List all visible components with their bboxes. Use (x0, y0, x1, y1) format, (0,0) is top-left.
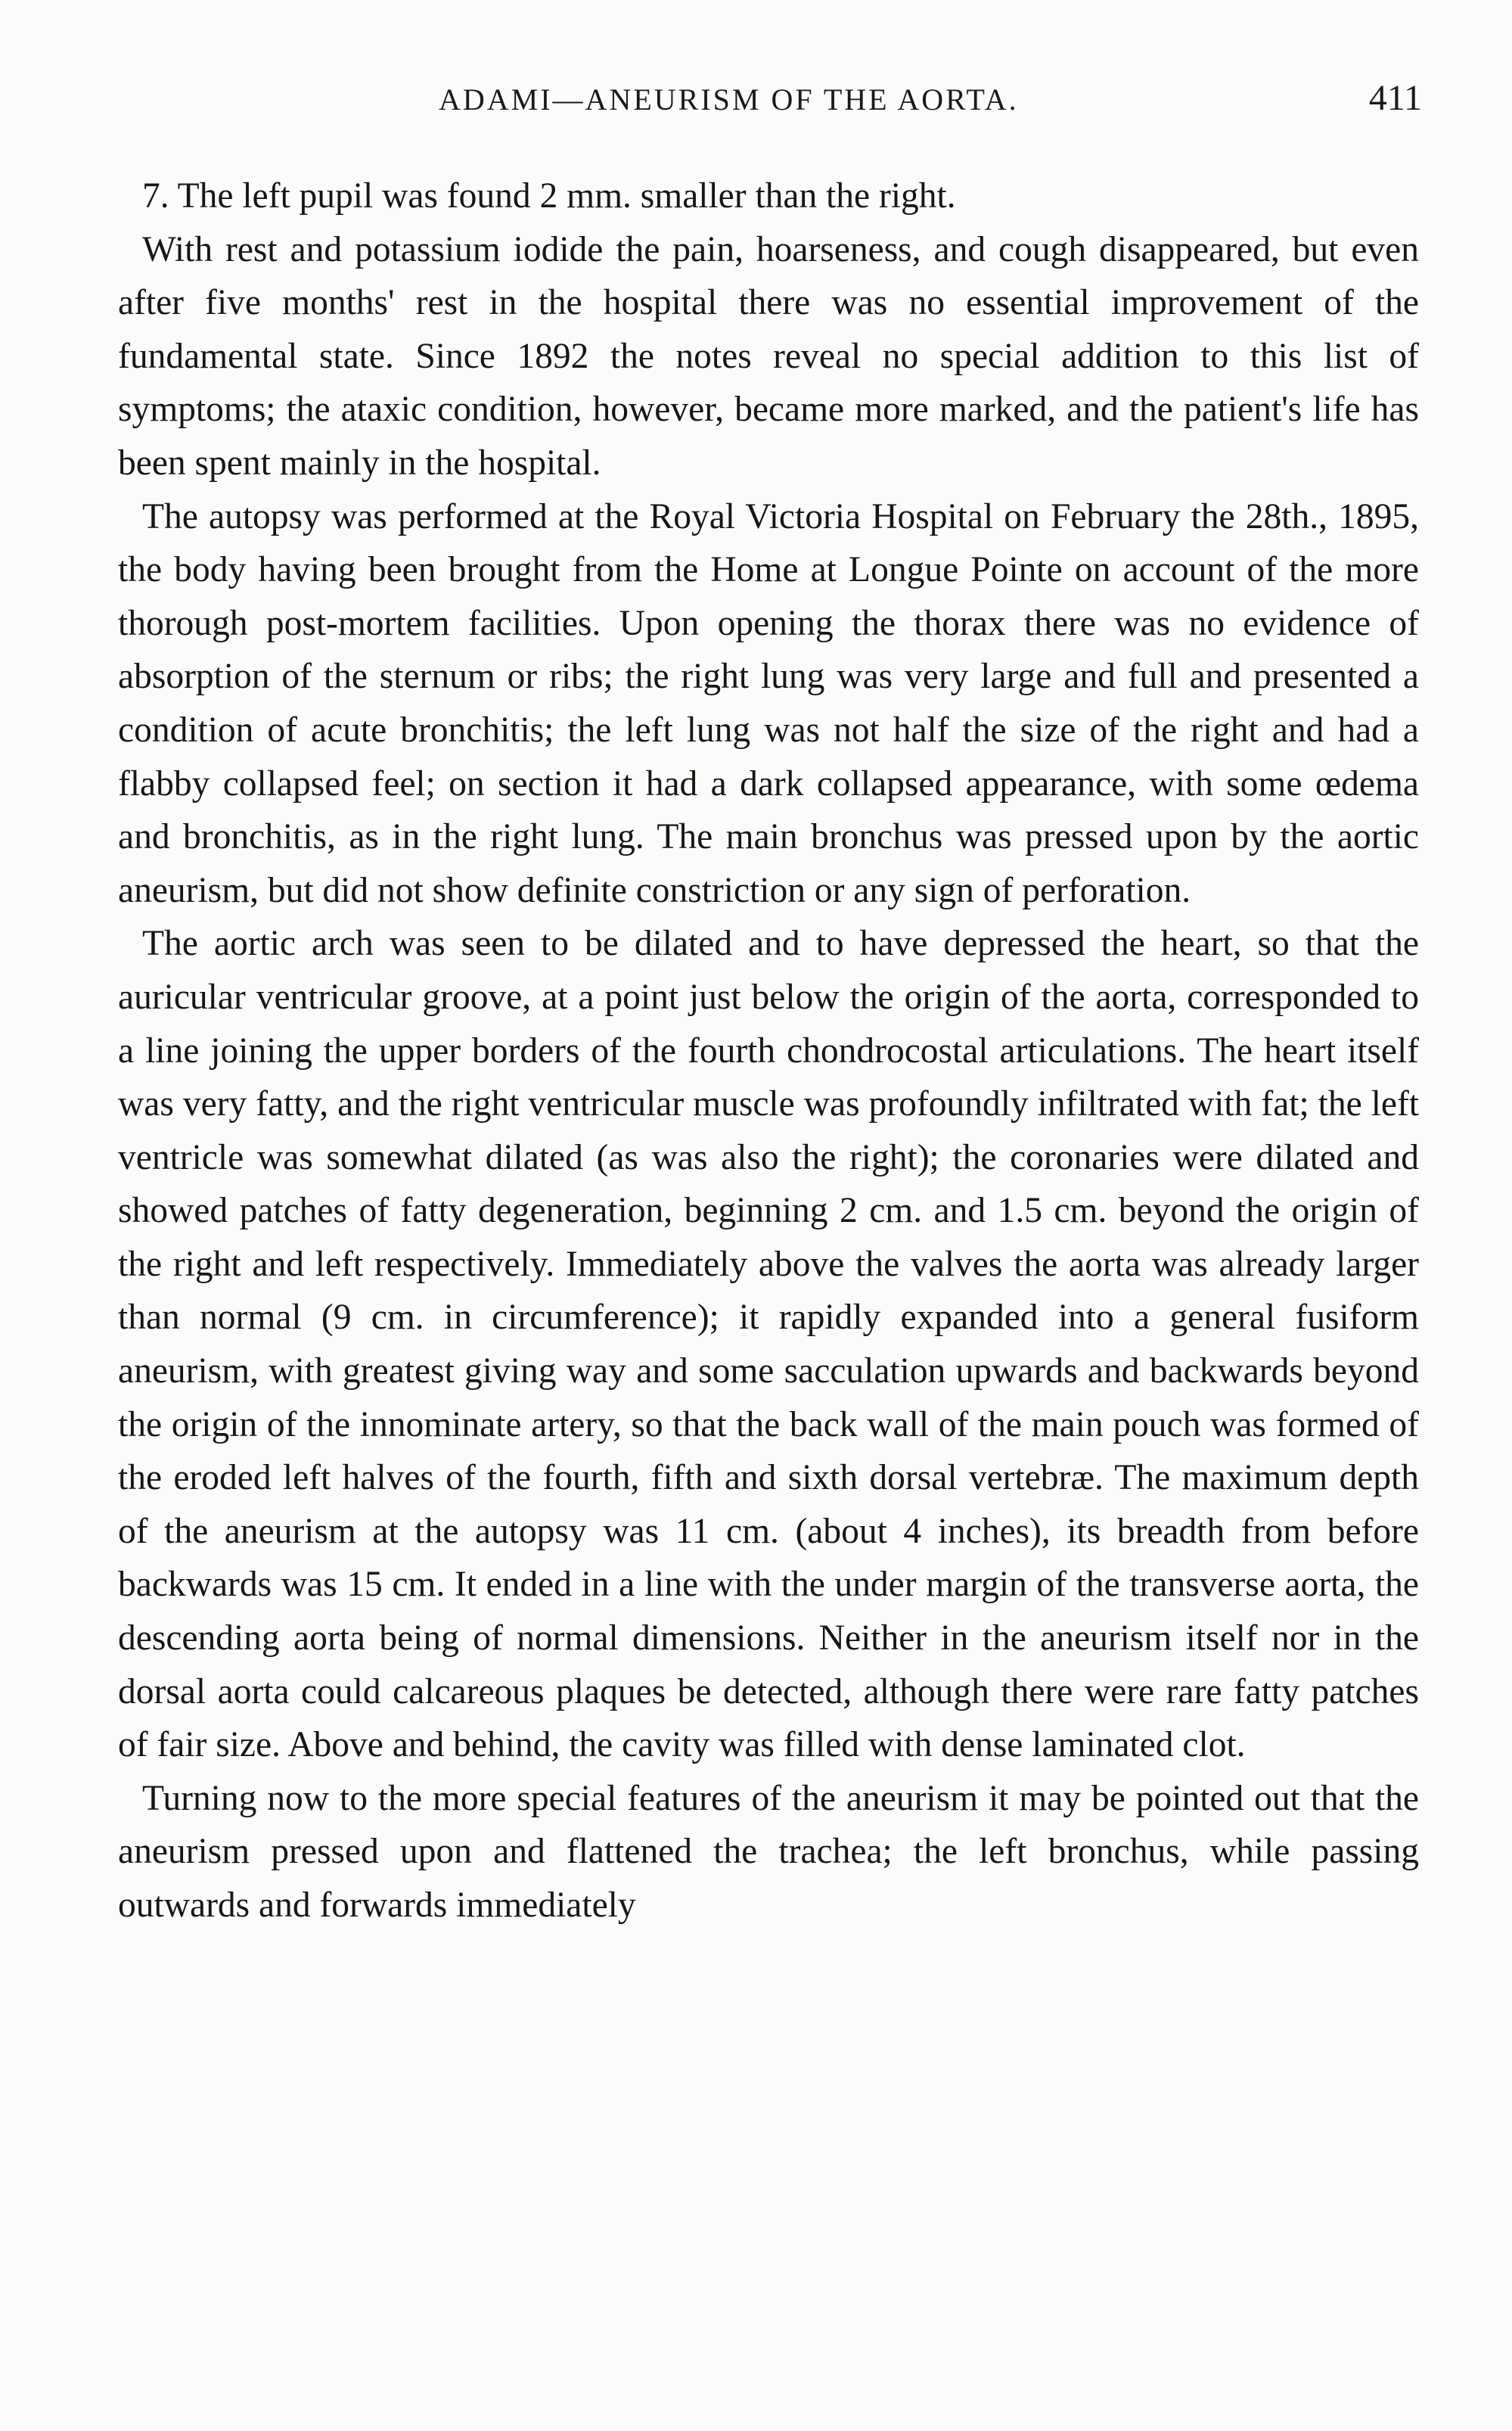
paragraph-treatment: With rest and potassium iodide the pain, hoarseness, and cough disappeared, but even after five months' rest in the hospital there was no essential improvement of the fundamental state. Since 1892 the notes reveal no special addition to this list of symptoms; the ataxic condition, however, became more marked, and the patient's life has been spent mainly in the hospital. (118, 229, 1419, 483)
paragraph-autopsy: The autopsy was performed at the Royal Victoria Hospital on February the 28th., 1895, the body having been brought from the Home at Longue Pointe on account of the more thorough post-mortem facilities. Upon opening the thorax there was no evidence of absorption of the sternum or ribs; the right lung was very large and full and presented a condition of acute bronchitis; the left lung was not half the size of the right and had a flabby collapsed feel; on section it had a dark collapsed appearance, with some œdema and bronchitis, as in the right lung. The main bronchus was pressed upon by the aortic aneurism, but did not show definite constriction or any sign of perforation. (118, 496, 1419, 910)
body-text (118, 169, 1419, 1932)
page-number: 411 (1368, 78, 1422, 118)
page-header (121, 78, 1422, 135)
paragraph-aortic-arch: The aortic arch was seen to be dilated and to have depressed the heart, so that the auricular ventricular groove, at a point just below the origin of the aorta, corresponded to a line joining the upper borders of the fourth chondrocostal articulations. The heart itself was very fatty, and the right ventricular muscle was profoundly infiltrated with fat; the left ventricle was somewhat dilated (as was also the right); the coronaries were dilated and showed patches of fatty degeneration, beginning 2 cm. and 1.5 cm. beyond the origin of the right and left respectively. Immediately above the valves the aorta was already larger than normal (9 cm. in circumference); it rapidly expanded into a general fusiform aneurism, with greatest giving way and some sacculation upwards and backwards beyond the origin of the innominate artery, so that the back wall of the main pouch was formed of the eroded left halves of the fourth, fifth and sixth dorsal vertebræ. The maximum depth of the aneurism at the autopsy was 11 cm. (about 4 inches), its breadth from before backwards was 15 cm. It ended in a line with the under margin of the transverse aorta, the descending aorta being of normal dimensions. Neither in the aneurism itself nor in the dorsal aorta could calcareous plaques be detected, although there were rare fatty patches of fair size. Above and behind, the cavity was filled with dense laminated clot. (118, 924, 1419, 1765)
paragraph-pupil-note: 7. The left pupil was found 2 mm. smaller than the right. (142, 176, 956, 216)
running-head: ADAMI—ANEURISM OF THE AORTA. (439, 82, 1019, 117)
paragraph-special-features: Turning now to the more special features of the aneurism it may be pointed out that the aneurism pressed upon and flattened the trachea; the left bronchus, while passing outwards and forwards immediately (118, 1778, 1419, 1925)
